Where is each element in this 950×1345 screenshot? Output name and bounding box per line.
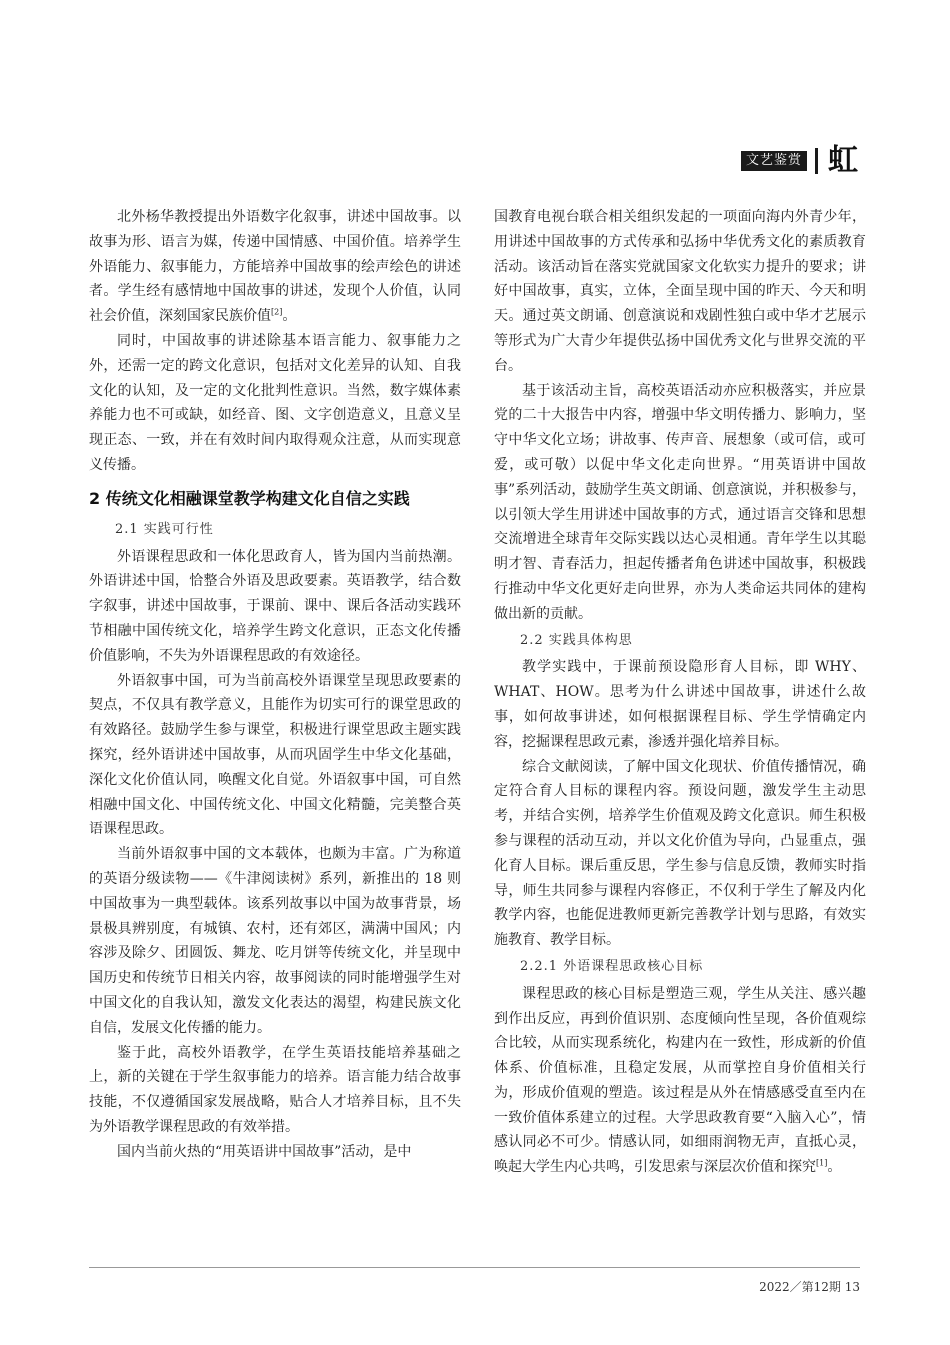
paragraph: 鉴于此，高校外语教学，在学生英语技能培养基础之上，新的关键在于学生叙事能力的培养。语言能力结合故事技能，不仅遵循国家发展战略，贴合人才培养目标，且不失为外语教学课程思政的有效举措。 [89, 1044, 461, 1135]
paragraph: 课程思政的核心目标是塑造三观，学生从关注、感兴趣到作出反应，再到价值识别、态度倾向性呈现，各价值观综合比较，从而实现系统化，构建内在一致性，形成新的价值体系、价值标准，且稳定发展，从而掌控自身价值相关行为，形成价值观的塑造。该过程是从外在情感感受直至内在一致价值体系建立的过程。大学思政教育要“入脑入心”，情感认同必不可少。情感认同，如细雨润物无声，直抵心灵，唤起大学生内心共鸣，引发思索与深层次价值和探究[1]。 [494, 985, 866, 1176]
right-column [494, 205, 866, 1180]
paragraph: 教学实践中，于课前预设隐形育人目标，即 WHY、WHAT、HOW。思考为什么讲述中国故事，讲述什么故事，如何故事讲述，如何根据课程目标、学生学情确定内容，挖掘课程思政元素，渗透并强化培养目标。 [494, 659, 866, 750]
page-number: 13 [844, 1280, 860, 1294]
paragraph: 国内当前火热的“用英语讲中国故事”活动，是中 [117, 1143, 412, 1160]
paragraph: 同时，中国故事的讲述除基本语言能力、叙事能力之外，还需一定的跨文化意识，包括对文化差异的认知、自我文化的认知，及一定的文化批判性意识。当然，数字媒体素养能力也不可或缺，如经音、图、文字创造意义，且意义呈现正态、一致，并在有效时间内取得观众注意，从而实现意义传播。 [89, 332, 461, 473]
page-header [741, 143, 858, 178]
paragraph: 当前外语叙事中国的文本载体，也颇为丰富。广为称道的英语分级读物——《牛津阅读树》系列，新推出的 18 则中国故事为一典型载体。该系列故事以中国为故事背景，场景极具辨别度，有城镇、农村，还有郊区，满满中国风；内容涉及除夕、团圆饭、舞龙、吃月饼等传统文化，并呈现中国历史和传统节日相关内容，故事阅读的同时能增强学生对中国文化的自我认知，激发文化表达的渴望，构建民族文化自信，发展文化传播的能力。 [89, 846, 461, 1036]
header-divider [815, 148, 818, 174]
footer-rule [89, 1267, 860, 1268]
paragraph: 外语叙事中国，可为当前高校外语课堂呈现思政要素的契点，不仅具有教学意义，且能作为切实可行的课堂思政的有效路径。鼓励学生参与课堂，积极进行课堂思政主题实践探究，经外语讲述中国故事，从而巩固学生中华文化基础，深化文化价值认同，唤醒文化自觉。外语叙事中国，可自然相融中国文化、中国传统文化、中国文化精髓，完美整合英语课程思政。 [89, 672, 461, 838]
issue-label: 2022／第12期 [759, 1280, 841, 1294]
subsection-heading: 2.2 实践具体构思 [520, 632, 633, 648]
left-column [89, 205, 461, 1164]
page-footer [759, 1278, 860, 1295]
paragraph: 国教育电视台联合相关组织发起的一项面向海内外青少年，用讲述中国故事的方式传承和弘扬中华优秀文化的素质教育活动。该活动旨在落实党就国家文化软实力提升的要求；讲好中国故事，真实，立体，全面呈现中国的昨天、今天和明天。通过英文朗诵、创意演说和戏剧性独白或中华才艺展示等形式为广大青少年提供弘扬中国优秀文化与世界交流的平台。 [494, 209, 866, 374]
section-tag: 文艺鉴赏 [741, 151, 807, 171]
subsection-heading: 2.1 实践可行性 [115, 521, 214, 537]
paragraph: 北外杨华教授提出外语数字化叙事，讲述中国故事。以故事为形、语言为媒，传递中国情感、中国价值。培养学生外语能力、叙事能力，方能培养中国故事的绘声绘色的讲述者。学生经有感情地中国故事的讲述，发现个人价值，认同社会价值，深刻国家民族价值[2]。 [89, 209, 461, 325]
paragraph: 综合文献阅读，了解中国文化现状、价值传播情况，确定符合育人目标的课程内容。预设问题，激发学生主动思考，并结合实例，培养学生价值观及跨文化意识。师生积极参与课程的活动互动，并以文化价值为导向，凸显重点，强化育人目标。课后重反思，学生参与信息反馈，教师实时指导，师生共同参与课程内容修正，不仅利于学生了解及内化教学内容，也能促进教师更新完善教学计划与思路，有效实施教育、教学目标。 [494, 758, 866, 949]
journal-brand: 虹 [828, 143, 858, 178]
paragraph: 外语课程思政和一体化思政育人，皆为国内当前热潮。外语讲述中国，恰整合外语及思政要素。英语教学，结合数字叙事，讲述中国故事，于课前、课中、课后各活动实践环节相融中国传统文化，培养学生跨文化意识，正态文化传播价值影响，不失为外语课程思政的有效途径。 [89, 548, 461, 664]
subsection-heading: 2.2.1 外语课程思政核心目标 [520, 958, 704, 974]
section-heading: 2 传统文化相融课堂教学构建文化自信之实践 [89, 488, 410, 508]
paragraph: 基于该活动主旨，高校英语活动亦应积极落实，并应景党的二十大报告中内容，增强中华文明传播力、影响力，坚守中华文化立场；讲故事、传声音、展想象（或可信，或可爱，或可敬）以促中华文化走向世界。“用英语讲中国故事”系列活动，鼓励学生英文朗诵、创意演说，并积极参与，以引领大学生用讲述中国故事的方式，通过语言交锋和思想交流增进全球青年交际实践以达心灵相通。青年学生以其聪明才智、青春活力，担起传播者角色讲述中国故事，积极践行推动中华文化更好走向世界，亦为人类命运共同体的建构做出新的贡献。 [494, 382, 866, 622]
citation-ref: [2] [271, 307, 283, 317]
citation-ref: [1] [816, 1158, 828, 1168]
